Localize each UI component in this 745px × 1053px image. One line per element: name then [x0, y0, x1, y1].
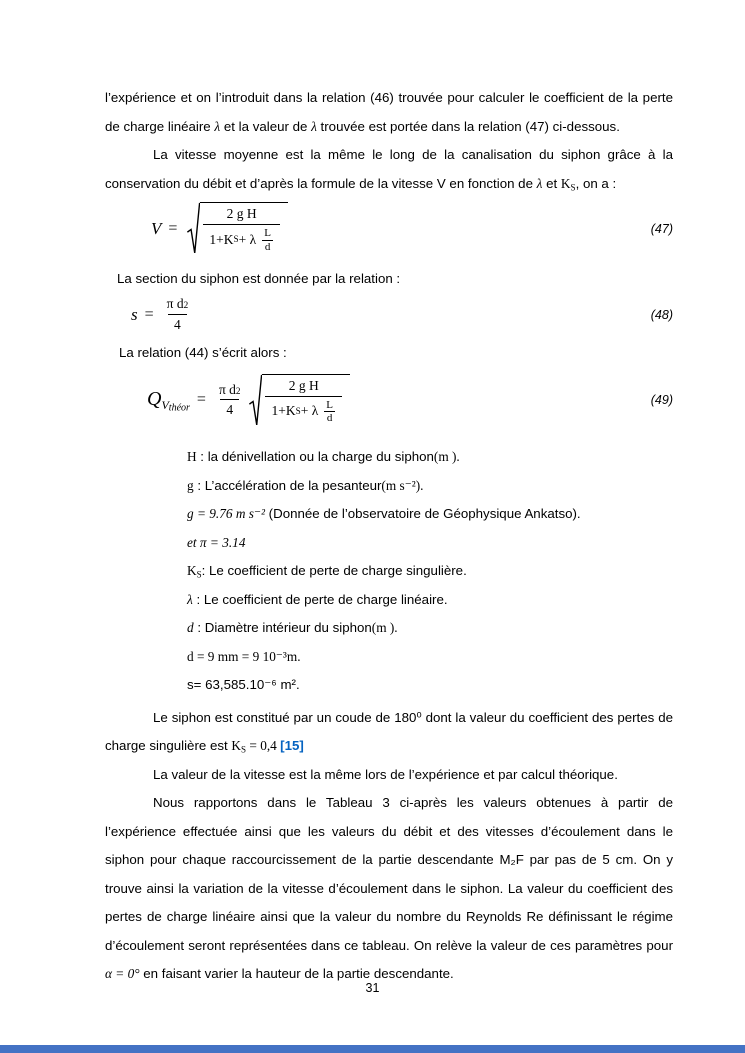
- d-symbol: d: [187, 620, 194, 636]
- eq49-frac-numerator: [213, 382, 247, 400]
- fraction: [203, 206, 280, 253]
- eq48-numerator: [161, 296, 195, 314]
- eq47-numerator: 2 g H: [226, 206, 257, 221]
- definition-text: (Donnée de l’observatoire de Géophysique Ankatso).: [264, 506, 581, 522]
- definition-Ks: [187, 557, 673, 586]
- paragraph-text: en faisant varier la hauteur de la partie descendante.: [139, 966, 454, 982]
- equation-49: [147, 374, 350, 427]
- equals-sign: =: [196, 391, 206, 409]
- ks-symbol: [187, 563, 202, 578]
- citation-15-link[interactable]: [15]: [280, 738, 304, 754]
- relation-sentence: La relation (44) s’écrit alors :: [119, 345, 287, 361]
- denominator-text: 1+K: [209, 231, 234, 247]
- square-root: [187, 202, 288, 255]
- paragraph-text: Le siphon est constitué par un coude de 180⁰ dont la valeur du coefficient des pertes de charge singulière est: [105, 709, 673, 754]
- radicand: [200, 202, 288, 255]
- ks-subscript: S: [295, 406, 301, 417]
- paragraph-vitesse-identique: La valeur de la vitesse est la même lors de l’expérience et par calcul théorique.: [153, 766, 618, 782]
- squared-exponent: 2: [235, 385, 241, 396]
- s-value: s= 63,585.10⁻⁶ m².: [187, 677, 300, 693]
- bottom-blue-bar: [0, 1045, 745, 1053]
- paragraph-text: La vitesse moyenne est la même le long de la canalisation du siphon grâce à la conservation du débit et d’après la formule de la vitesse V en fonction de: [105, 147, 673, 191]
- denominator-text: + λ: [238, 231, 257, 247]
- paragraph-text: = 0,4: [246, 738, 281, 754]
- pi-d2-over-4-fraction: [213, 382, 247, 420]
- eq48-lhs: s: [131, 304, 138, 324]
- paragraph-text: et: [542, 175, 561, 191]
- g-value: g = 9.76 m s⁻²: [187, 506, 265, 522]
- equation-47-row: [105, 202, 673, 255]
- page-number: 31: [365, 981, 380, 995]
- variable-definitions: [187, 443, 673, 700]
- lambda-symbol: λ: [311, 118, 317, 134]
- ks-base: K: [560, 175, 571, 191]
- equation-47-label: (47): [650, 221, 673, 236]
- g-symbol: g: [187, 477, 194, 493]
- ks-subscript: S: [570, 181, 576, 192]
- square-root: [249, 374, 350, 427]
- ks-symbol: [561, 176, 576, 191]
- section-sentence: La section du siphon est donnée par la relation :: [117, 271, 401, 287]
- equation-49-label: (49): [650, 393, 673, 408]
- unit-text: (m s⁻²).: [381, 477, 424, 493]
- equation-49-row: [105, 374, 673, 427]
- ks-base: K: [187, 563, 197, 579]
- equation-47: [151, 202, 288, 255]
- squared-exponent: 2: [183, 299, 189, 310]
- d-denominator: d: [324, 411, 336, 425]
- ks-base: K: [231, 738, 242, 754]
- d-denominator: d: [262, 240, 274, 254]
- ks-subscript: S: [196, 569, 202, 580]
- paragraph-text: et la valeur de: [220, 118, 312, 134]
- l-numerator: L: [326, 398, 333, 411]
- l-numerator: L: [264, 226, 271, 239]
- equation-48-label: (48): [650, 307, 673, 322]
- definition-text: : Diamètre intérieur du siphon: [193, 620, 372, 636]
- definition-text: : la dénivellation ou la charge du siphon: [196, 449, 434, 465]
- d-value: d = 9 mm = 9 10⁻³m.: [187, 648, 301, 664]
- paragraph-siphon-coude: [105, 704, 673, 761]
- alpha-zero-expression: α = 0°: [105, 966, 140, 982]
- numerator-text: π d: [166, 295, 184, 311]
- eq47-denominator: [203, 224, 280, 253]
- ks-subscript: S: [233, 234, 239, 245]
- lambda-symbol: λ: [214, 118, 221, 134]
- v-subscript: V: [161, 397, 169, 412]
- paragraph-tableau3: [105, 789, 673, 989]
- lambda-symbol: λ: [536, 175, 543, 191]
- page-content: [105, 84, 673, 989]
- definition-text: : Le coefficient de perte de charge singulière.: [201, 563, 467, 579]
- numerator-text: π d: [218, 381, 236, 397]
- fraction: [265, 378, 342, 425]
- theor-subscript: théor: [168, 402, 190, 414]
- unit-text: (m ).: [371, 620, 398, 636]
- equals-sign: =: [144, 305, 154, 323]
- value-g: [187, 500, 673, 529]
- paragraph-text: trouvée est portée dans la relation (47) ci-dessous.: [316, 118, 620, 134]
- equation-48: [131, 296, 194, 334]
- paragraph-intro: [105, 84, 673, 141]
- value-d: [187, 643, 673, 672]
- lambda-symbol: λ: [187, 591, 193, 607]
- q-symbol: Q: [147, 387, 162, 410]
- l-over-d-fraction: [323, 399, 336, 425]
- paragraph-text: Nous rapportons dans le Tableau 3 ci-après les valeurs obtenues à partir de l’expérience effectuée ainsi que les valeurs du débit et des vitesses d’écoulement dans le siphon pour chaque raccourcissement de la partie descendante M₂F par pas de 5 cm. On y trouve ainsi la variation de la vitesse d’écoulement dans le siphon. La valeur du coefficient des pertes de charge linéaire ainsi que la valeur du nombre du Reynolds Re définissant le régime d’écoulement seront représentées dans ce tableau. On relève la valeur de ces paramètres pour: [105, 795, 673, 953]
- denominator-text: + λ: [300, 403, 319, 419]
- paragraph-text: l’expérience et on l’introduit dans la relation (46) trouvée pour calculer le coefficient de la perte de charge linéaire: [105, 90, 673, 134]
- paragraph-text: , on a :: [575, 175, 617, 191]
- ks-symbol: [231, 738, 246, 753]
- paragraph-vitesse-moyenne: [105, 141, 673, 198]
- h-symbol: H: [187, 449, 197, 465]
- definition-g: [187, 472, 673, 501]
- definition-text: : Le coefficient de perte de charge linéaire.: [192, 591, 448, 607]
- value-s: [187, 671, 673, 700]
- radical-sign-icon: [187, 202, 200, 255]
- definition-lambda: [187, 586, 673, 615]
- eq47-lhs: V: [151, 218, 162, 238]
- eq48-denominator: 4: [168, 314, 187, 334]
- value-pi: [187, 529, 673, 558]
- denominator-text: 1+K: [271, 403, 296, 419]
- unit-text: (m ).: [433, 449, 460, 465]
- eq49-numerator: 2 g H: [288, 377, 319, 393]
- l-over-d-fraction: [261, 227, 274, 253]
- eq49-frac-denominator: 4: [220, 399, 239, 419]
- fraction: [161, 296, 195, 334]
- ks-subscript: S: [241, 744, 247, 755]
- radical-sign-icon: [249, 374, 262, 427]
- equals-sign: =: [168, 219, 178, 237]
- radicand: [262, 374, 350, 427]
- definition-text: : L’accélération de la pesanteur: [193, 477, 382, 493]
- definition-d: [187, 614, 673, 643]
- equation-48-row: [105, 296, 673, 334]
- pi-value: et π = 3.14: [187, 534, 246, 550]
- qv-theor-symbol: [147, 388, 190, 414]
- definition-H: [187, 443, 673, 472]
- eq49-denominator: [265, 396, 342, 425]
